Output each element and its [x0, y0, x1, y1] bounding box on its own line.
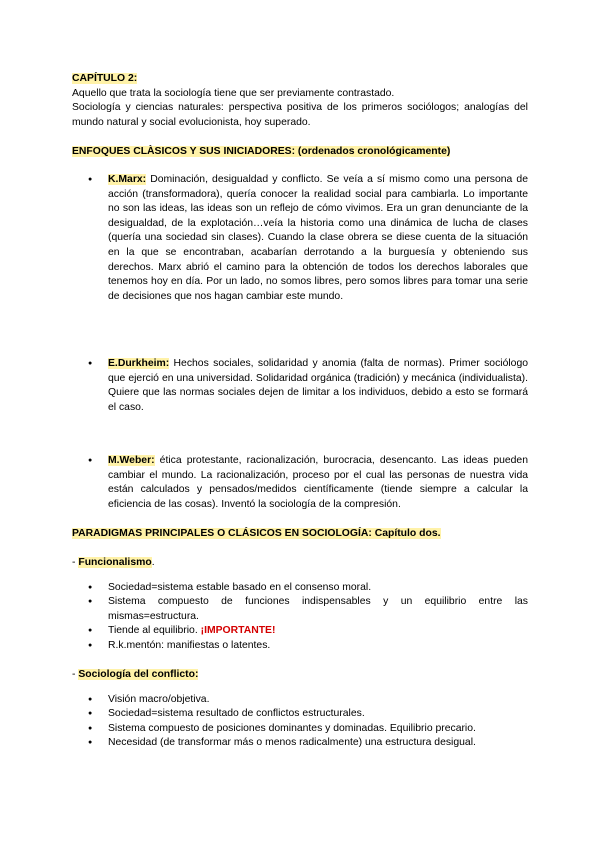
author-text: Dominación, desigualdad y conflicto. Se veía a sí mismo como una persona de acción (transformadora), quería conocer la realidad social para cambiarla. Lo importante no son las ideas, las ideas son un reflejo de cómo vivimos. Era un gran denunciante de la desigualdad, de la explotación…veía la historia como una dinámica de lucha de clases (quería una sociedad sin clases). Cuando la clase obrera se diese cuenta de la situación en la que se encontraban, acabarían derrotando a la burguesía y obteniendo sus derechos. Marx abrió el camino para la obtención de todos los derechos laborales que tenemos hoy en día. Por un lado, no somos libres, pero somos libres para tomar una serie de decisiones que nos hagan cambiar este mundo. [108, 174, 528, 302]
funcionalismo-suffix: . [151, 557, 155, 568]
section1-heading: ENFOQUES CLÀSICOS Y SUS INICIADORES: (ordenados cronológicamente) [72, 146, 451, 157]
conflicto-prefix: - [72, 669, 79, 680]
section2-heading: PARADIGMAS PRINCIPALES O CLÁSICOS EN SOCIOLOGÍA: Capítulo dos. [72, 528, 441, 539]
chapter-line-1: Aquello que trata la sociología tiene que ser previamente contrastado. [72, 87, 395, 99]
funcionalismo-prefix: - [72, 557, 79, 568]
author-durkheim [72, 357, 528, 415]
list-item: ● Sociedad=sistema estable basado en el consenso moral. [72, 581, 528, 596]
list-item: ● R.k.mentón: manifiestas o latentes. [72, 639, 528, 654]
author-name: M.Weber: [108, 455, 155, 466]
list-item [72, 454, 528, 512]
author-marx [72, 173, 528, 304]
list-item [72, 624, 528, 639]
chapter-title: CAPÍTULO 2: [72, 73, 138, 84]
equilibrio-text: Tiende al equilibrio. [108, 625, 201, 637]
funcionalismo-title: Funcionalismo [78, 557, 152, 568]
section2-heading-block [72, 527, 528, 542]
section1-heading-block [72, 145, 528, 160]
conflicto-block [72, 668, 528, 751]
conflicto-title: Sociología del conflicto: [78, 669, 199, 680]
important-label: ¡IMPORTANTE! [200, 625, 276, 637]
author-name: E.Durkheim: [108, 358, 170, 369]
list-item: ● Necesidad (de transformar más o menos radicalmente) una estructura desigual. [72, 736, 528, 751]
list-item: ● Visión macro/objetiva. [72, 693, 528, 708]
list-item: ● Sistema compuesto de funciones indispensables y un equilibrio entre las mismas=estructura. [72, 595, 528, 624]
list-item: ● Sistema compuesto de posiciones dominantes y dominadas. Equilibrio precario. [72, 722, 528, 737]
author-weber [72, 454, 528, 512]
chapter-line-2: Sociología y ciencias naturales: perspectiva positiva de los primeros sociólogos; analogías del mundo natural y social evolucionista, hoy superado. [72, 102, 528, 128]
list-item: ● Sociedad=sistema resultado de conflictos estructurales. [72, 707, 528, 722]
chapter-intro [72, 72, 528, 130]
author-name: K.Marx: [108, 174, 147, 185]
author-text: Hechos sociales, solidaridad y anomia (falta de normas). Primer sociólogo que ejerció en una universidad. Solidaridad orgánica (tradición) y mecánica (individualista). Quiere que las normas sociales dejen de limitar a los individuos, debido a esto se formará el caso. [108, 358, 528, 413]
list-item [72, 357, 528, 415]
funcionalismo-block [72, 556, 528, 654]
author-text: ética protestante, racionalización, burocracia, desencanto. Las ideas pueden cambiar el mundo. La racionalización, proceso por el cual las personas de nuestra vida están calculados y pensados/medidos científicamente (tiende siempre a calcular la eficiencia de las cosas). Inventó la sociología de la compresión. [108, 455, 528, 510]
list-item [72, 173, 528, 304]
